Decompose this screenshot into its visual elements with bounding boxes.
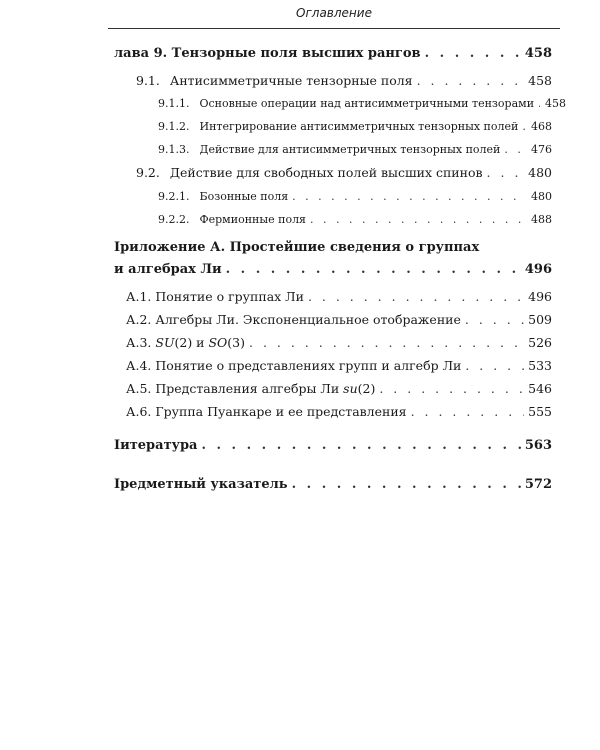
toc-entry-number: 9.1.1. bbox=[158, 97, 190, 110]
toc-section-a-2[interactable] bbox=[126, 312, 552, 327]
toc-entry-page: 476 bbox=[531, 143, 552, 156]
toc-entry-number: 9.1.2. bbox=[158, 120, 190, 133]
toc-entry-page: 458 bbox=[528, 73, 552, 88]
toc-entry-title: Іредметный указатель bbox=[114, 477, 288, 492]
toc-entry-page: 496 bbox=[524, 262, 552, 277]
toc-entry-page: 509 bbox=[528, 312, 552, 327]
math-so: SO bbox=[208, 335, 228, 350]
toc-entry-number: 9.2. bbox=[136, 165, 160, 180]
header-rule bbox=[108, 28, 560, 29]
leader-dots bbox=[201, 438, 520, 453]
toc-entry-page: 480 bbox=[528, 165, 552, 180]
toc-entry-title: Действие для свободных полей высших спинов bbox=[169, 165, 483, 180]
toc-entry-number: 9.2.1. bbox=[158, 190, 190, 203]
leader-dots bbox=[226, 262, 521, 277]
leader-dots bbox=[538, 97, 540, 110]
leader-dots bbox=[425, 46, 521, 61]
toc-entry-title: Фермионные поля bbox=[199, 213, 306, 226]
toc-entry-title: Антисимметричные тензорные поля bbox=[169, 73, 413, 88]
leader-dots bbox=[292, 477, 521, 492]
toc-entry-number: А.4. bbox=[126, 358, 152, 373]
toc-section-9-2[interactable] bbox=[136, 165, 552, 180]
toc-entry-number: 9.1.3. bbox=[158, 143, 190, 156]
leader-dots bbox=[504, 143, 526, 156]
toc-entry-title: Іитература bbox=[114, 438, 198, 453]
toc-entry-number: А.6. bbox=[126, 404, 152, 419]
math-su-small-arg: (2) bbox=[357, 381, 376, 396]
toc-section-a-4[interactable] bbox=[126, 358, 552, 373]
leader-dots bbox=[411, 404, 525, 419]
toc-entry-title: и алгебрах Ли bbox=[114, 262, 222, 277]
leader-dots bbox=[465, 312, 524, 327]
toc-entry-page: 496 bbox=[528, 289, 552, 304]
running-head: Оглавление bbox=[296, 6, 372, 20]
math-su: SU bbox=[155, 335, 175, 350]
leader-dots bbox=[379, 381, 524, 396]
toc-entry-page: 488 bbox=[531, 213, 552, 226]
leader-dots bbox=[522, 120, 526, 133]
leader-dots bbox=[465, 358, 524, 373]
toc-entry-title: Понятие о представлениях групп и алгебр Ли bbox=[155, 358, 462, 373]
toc-entry-page: 546 bbox=[528, 381, 552, 396]
toc-entry-page: 458 bbox=[524, 46, 552, 61]
toc-appendix-a[interactable] bbox=[114, 262, 552, 277]
toc-entry-page: 555 bbox=[528, 404, 552, 419]
toc-entry-page: 458 bbox=[545, 97, 567, 110]
toc-section-a-6[interactable] bbox=[126, 404, 552, 419]
toc-entry-page: 526 bbox=[528, 335, 552, 350]
leader-dots bbox=[308, 289, 524, 304]
leader-dots bbox=[310, 213, 526, 226]
leader-dots bbox=[487, 165, 525, 180]
toc-entry-title: Действие для антисимметричных тензорных полей bbox=[199, 143, 501, 156]
toc-section-a-3[interactable] bbox=[126, 335, 552, 350]
toc-entry-number: А.2. bbox=[126, 312, 152, 327]
toc-entry-title: Бозонные поля bbox=[199, 190, 289, 203]
toc-section-a-5[interactable] bbox=[126, 381, 552, 396]
toc-entry-title: Алгебры Ли. Экспоненциальное отображение bbox=[155, 312, 461, 327]
toc-subsection-9-1-3[interactable] bbox=[158, 143, 552, 156]
toc-entry-title: лава 9. Тензорные поля высших рангов bbox=[114, 46, 421, 61]
leader-dots bbox=[249, 335, 524, 350]
math-so-arg: (3) bbox=[227, 335, 246, 350]
toc-subject-index[interactable] bbox=[114, 477, 552, 492]
toc-entry-page: 572 bbox=[524, 477, 552, 492]
toc-entry-title: Интегрирование антисимметричных тензорных полей bbox=[199, 120, 519, 133]
toc-entry-page: 533 bbox=[528, 358, 552, 373]
toc-entry-title: Понятие о группах Ли bbox=[155, 289, 304, 304]
conjunction: и bbox=[192, 335, 209, 350]
leader-dots bbox=[292, 190, 526, 203]
toc-chapter-9[interactable] bbox=[114, 46, 552, 61]
toc-entry-title: Основные операции над антисимметричными тензорами bbox=[199, 97, 535, 110]
toc-section-a-1[interactable] bbox=[126, 289, 552, 304]
toc-subsection-9-2-1[interactable] bbox=[158, 190, 552, 203]
toc-entry-title: Представления алгебры Ли bbox=[155, 381, 344, 396]
toc-subsection-9-1-2[interactable] bbox=[158, 120, 552, 133]
math-su-arg: (2) bbox=[174, 335, 193, 350]
toc-entry-page: 468 bbox=[531, 120, 552, 133]
leader-dots bbox=[417, 73, 525, 88]
toc-subsection-9-2-2[interactable] bbox=[158, 213, 552, 226]
toc-entry-number: А.5. bbox=[126, 381, 152, 396]
toc-appendix-a-title-line1[interactable]: Іриложение А. Простейшие сведения о группах bbox=[114, 240, 480, 255]
toc-entry-number: 9.1. bbox=[136, 73, 160, 88]
toc-entry-page: 480 bbox=[531, 190, 552, 203]
toc-entry-number: А.1. bbox=[126, 289, 152, 304]
toc-section-9-1[interactable] bbox=[136, 73, 552, 88]
toc-entry-title: Группа Пуанкаре и ее представления bbox=[155, 404, 407, 419]
toc-literature[interactable] bbox=[114, 438, 552, 453]
math-su-small: su bbox=[343, 381, 358, 396]
toc-subsection-9-1-1[interactable] bbox=[158, 97, 567, 110]
toc-entry-page: 563 bbox=[524, 438, 552, 453]
toc-entry-number: А.3. bbox=[126, 335, 152, 350]
toc-entry-number: 9.2.2. bbox=[158, 213, 190, 226]
